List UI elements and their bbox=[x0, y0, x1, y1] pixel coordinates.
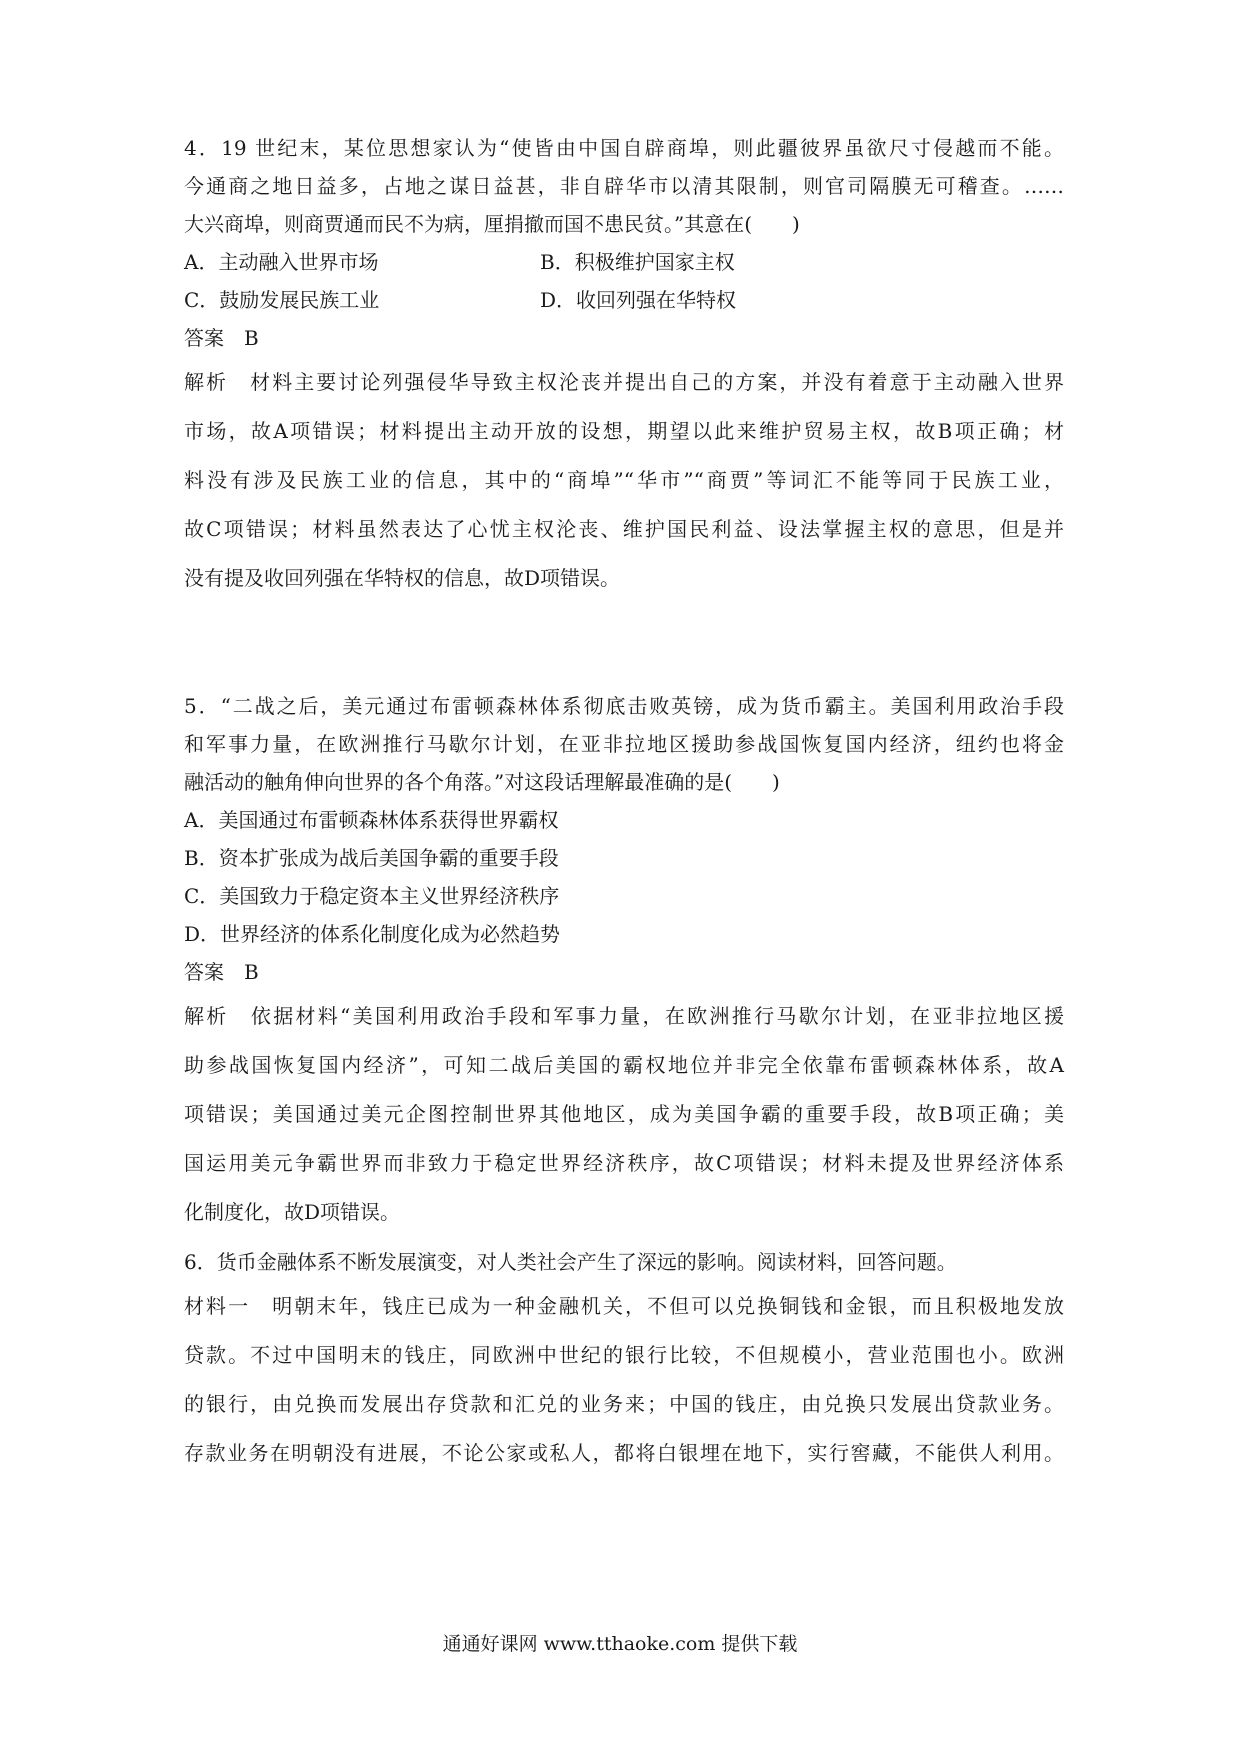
question-5-stem-line-1: 5．“二战之后，美元通过布雷顿森林体系彻底击败英镑，成为货币霸主。美国利用政治手段 bbox=[184, 694, 1064, 718]
question-5-analysis-line-3: 项错误；美国通过美元企图控制世界其他地区，成为美国争霸的重要手段，故B项正确；美 bbox=[184, 1102, 1064, 1126]
question-5-analysis-line-1: 解析 依据材料“美国利用政治手段和军事力量，在欧洲推行马歇尔计划，在亚非拉地区援 bbox=[184, 1004, 1064, 1028]
question-4-analysis-line-2: 市场，故A项错误；材料提出主动开放的设想，期望以此来维护贸易主权，故B项正确；材 bbox=[184, 419, 1064, 443]
question-4-analysis-line-4: 故C项错误；材料虽然表达了心忧主权沦丧、维护国民利益、设法掌握主权的意思，但是并 bbox=[184, 517, 1064, 541]
question-5-option-b: B．资本扩张成为战后美国争霸的重要手段 bbox=[184, 846, 559, 870]
question-4-option-b: B．积极维护国家主权 bbox=[540, 250, 735, 274]
question-5-analysis-line-2: 助参战国恢复国内经济”，可知二战后美国的霸权地位并非完全依靠布雷顿森林体系，故A bbox=[184, 1053, 1064, 1077]
question-4-option-a: A．主动融入世界市场 bbox=[184, 250, 379, 274]
question-5-option-d: D．世界经济的体系化制度化成为必然趋势 bbox=[184, 922, 561, 946]
material-1-line-3: 的银行，由兑换而发展出存贷款和汇兑的业务来；中国的钱庄，由兑换只发展出贷款业务。 bbox=[184, 1392, 1064, 1416]
question-5-analysis-line-4: 国运用美元争霸世界而非致力于稳定世界经济秩序，故C项错误；材料未提及世界经济体系 bbox=[184, 1151, 1064, 1175]
material-1-line-2: 贷款。不过中国明末的钱庄，同欧洲中世纪的银行比较，不但规模小，营业范围也小。欧洲 bbox=[184, 1343, 1064, 1367]
question-5-option-a: A．美国通过布雷顿森林体系获得世界霸权 bbox=[184, 808, 559, 832]
question-6-stem: 6．货币金融体系不断发展演变，对人类社会产生了深远的影响。阅读材料，回答问题。 bbox=[184, 1250, 957, 1274]
material-1-line-4: 存款业务在明朝没有进展，不论公家或私人，都将白银埋在地下，实行窖藏，不能供人利用。 bbox=[184, 1441, 1064, 1465]
question-4-answer: 答案 B bbox=[184, 326, 259, 350]
question-4-stem-line-3: 大兴商埠，则商贾通而民不为病，厘捐撤而国不患民贫。”其意在( ) bbox=[184, 212, 800, 236]
material-1-line-1: 材料一 明朝末年，钱庄已成为一种金融机关，不但可以兑换铜钱和金银，而且积极地发放 bbox=[184, 1294, 1064, 1318]
question-4-option-c: C．鼓励发展民族工业 bbox=[184, 288, 380, 312]
question-4-analysis-line-1: 解析 材料主要讨论列强侵华导致主权沦丧并提出自己的方案，并没有着意于主动融入世界 bbox=[184, 370, 1064, 394]
question-4-analysis-line-5: 没有提及收回列强在华特权的信息，故D项错误。 bbox=[184, 566, 621, 590]
question-4-stem-line-1: 4．19 世纪末，某位思想家认为“使皆由中国自辟商埠，则此疆彼界虽欲尺寸侵越而不能。 bbox=[184, 136, 1064, 160]
question-5-option-c: C．美国致力于稳定资本主义世界经济秩序 bbox=[184, 884, 560, 908]
question-5-stem-line-2: 和军事力量，在欧洲推行马歇尔计划，在亚非拉地区援助参战国恢复国内经济，纽约也将金 bbox=[184, 732, 1064, 756]
question-4-stem-line-2: 今通商之地日益多，占地之谋日益甚，非自辟华市以清其限制，则官司隔膜无可稽查。…… bbox=[184, 174, 1064, 198]
question-5-answer: 答案 B bbox=[184, 960, 259, 984]
footer-watermark-text: 通通好课网 www.tthaoke.com 提供下载 bbox=[442, 1633, 798, 1655]
question-4-analysis-line-3: 料没有涉及民族工业的信息，其中的“商埠”“华市”“商贾”等词汇不能等同于民族工业， bbox=[184, 468, 1064, 492]
question-5-analysis-line-5: 化制度化，故D项错误。 bbox=[184, 1200, 401, 1224]
question-4-option-d: D．收回列强在华特权 bbox=[540, 288, 737, 312]
question-5-stem-line-3: 融活动的触角伸向世界的各个角落。”对这段话理解最准确的是( ) bbox=[184, 770, 780, 794]
